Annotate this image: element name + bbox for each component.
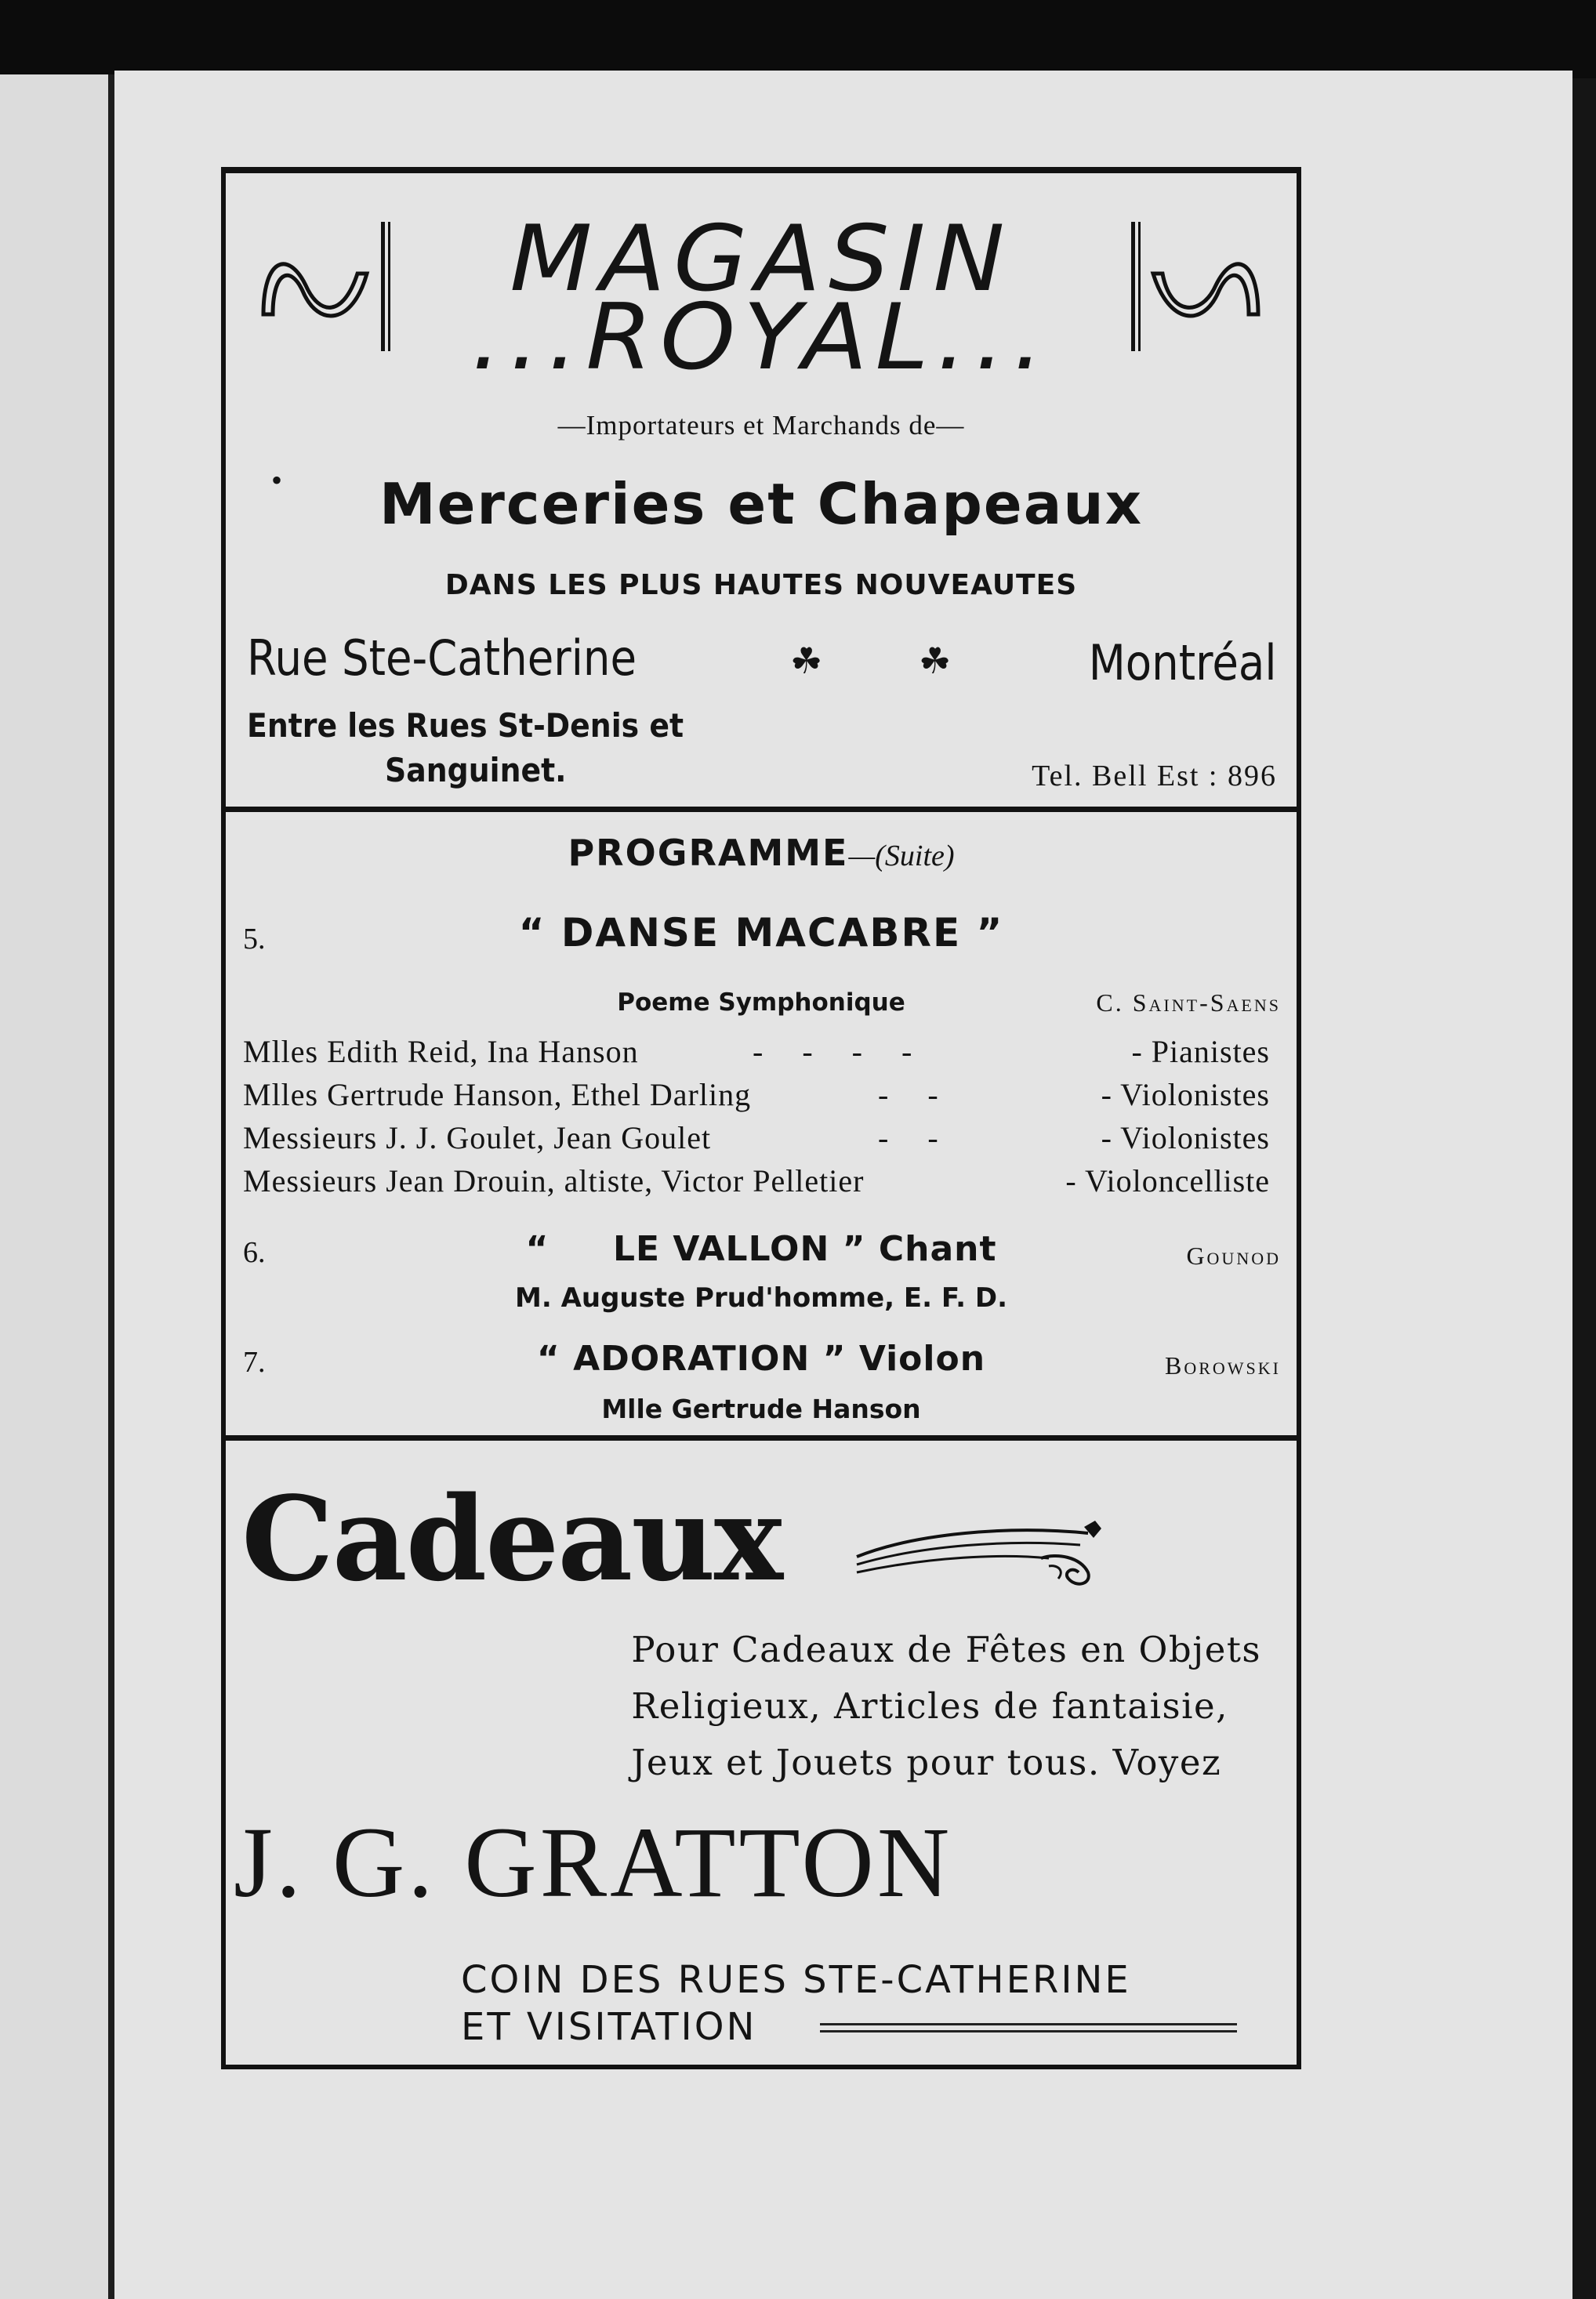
section-divider — [223, 1435, 1300, 1441]
performer-names: Messieurs J. J. Goulet, Jean Goulet — [243, 1120, 712, 1155]
flourish-ornament-icon — [853, 1510, 1119, 1596]
phone-number: Tel. Bell Est : 896 — [1032, 760, 1277, 792]
between-streets-line1: Entre les Rues St-Denis et — [247, 706, 684, 745]
performer-role: - Pianistes — [1131, 1034, 1270, 1069]
performer-line: M. Auguste Prud'homme, E. F. D. — [514, 1282, 1007, 1314]
programme-heading: PROGRAMME — [568, 832, 849, 874]
between-streets-line2: Sanguinet. — [385, 751, 567, 789]
gift-description — [631, 1622, 1261, 1791]
leader-dashes: - - — [878, 1077, 938, 1112]
section-divider — [223, 807, 1300, 812]
programme-suite: —(Suite) — [848, 839, 955, 872]
subheadline: DANS LES PLUS HAUTES NOUVEAUTES — [444, 569, 1078, 601]
street-name: Rue Ste-Catherine — [247, 629, 637, 687]
composer-name: C. Saint-Saens — [1096, 988, 1281, 1017]
piece-subtitle: Poeme Symphonique — [617, 988, 905, 1017]
address-double-rule — [820, 2023, 1237, 2032]
leader-dashes: - - — [878, 1120, 938, 1155]
performer-row — [243, 1119, 1270, 1160]
title-rule-right — [1131, 222, 1135, 351]
description-line: Pour Cadeaux de Fêtes en Objets — [631, 1629, 1261, 1670]
cadeaux-ad — [226, 1443, 1297, 2070]
address-line2: ET VISITATION — [461, 2005, 757, 2049]
importers-line: —Importateurs et Marchands de— — [557, 410, 965, 441]
address-line1: COIN DES RUES STE-CATHERINE — [461, 1958, 1131, 2002]
magasin-royal-ad — [226, 173, 1297, 810]
performer-role: - Violonistes — [1101, 1077, 1270, 1112]
right-ornament-icon — [1147, 242, 1264, 328]
page-gutter — [108, 74, 114, 2299]
composer-name: Borowski — [1164, 1351, 1281, 1380]
piece-title: “ DANSE MACABRE ” — [518, 910, 1004, 955]
city-name: Montréal — [1089, 634, 1277, 691]
description-line: Religieux, Articles de fantaisie, — [631, 1685, 1228, 1727]
performer-names: Mlles Gertrude Hanson, Ethel Darling — [243, 1077, 752, 1112]
piece-title: “ LE VALLON ” Chant — [525, 1229, 997, 1269]
programme-heading-row — [226, 832, 1297, 874]
item-number: 5. — [243, 923, 266, 955]
performer-row — [243, 1033, 1270, 1074]
description-line: Jeux et Jouets pour tous. Voyez — [631, 1742, 1222, 1783]
leader-dashes: - - - - — [753, 1034, 912, 1069]
performer-row — [243, 1162, 1270, 1203]
performer-names: Mlles Edith Reid, Ina Hanson — [243, 1034, 639, 1069]
piece-title: “ ADORATION ” Violon — [536, 1339, 986, 1379]
cadeaux-title: Cadeaux — [241, 1470, 782, 1607]
performer-names: Messieurs Jean Drouin, altiste, Victor Pelletier — [243, 1163, 865, 1198]
clover-ornament-icon: ☘ — [790, 640, 823, 682]
advertisement-frame — [221, 167, 1301, 2069]
performer-role: - Violonistes — [1101, 1120, 1270, 1155]
item-number: 6. — [243, 1236, 266, 1269]
facing-page-margin — [0, 74, 111, 2299]
scan-edge — [1572, 78, 1596, 2299]
composer-name: Gounod — [1186, 1242, 1281, 1270]
performer-role: - Violoncelliste — [1065, 1163, 1270, 1198]
merchant-name: J. G. GRATTON — [234, 1807, 953, 1918]
performer-line: Mlle Gertrude Hanson — [601, 1394, 921, 1424]
store-title-line1: MAGASIN — [510, 205, 1013, 312]
item-number: 7. — [243, 1346, 266, 1379]
title-rule-right-thin — [1138, 222, 1141, 351]
clover-ornament-icon: ☘ — [919, 640, 952, 682]
headline: Merceries et Chapeaux — [379, 471, 1144, 537]
bullet-dot: • — [271, 462, 283, 498]
store-title-line2: ...ROYAL... — [471, 284, 1051, 390]
performer-row — [243, 1076, 1270, 1117]
